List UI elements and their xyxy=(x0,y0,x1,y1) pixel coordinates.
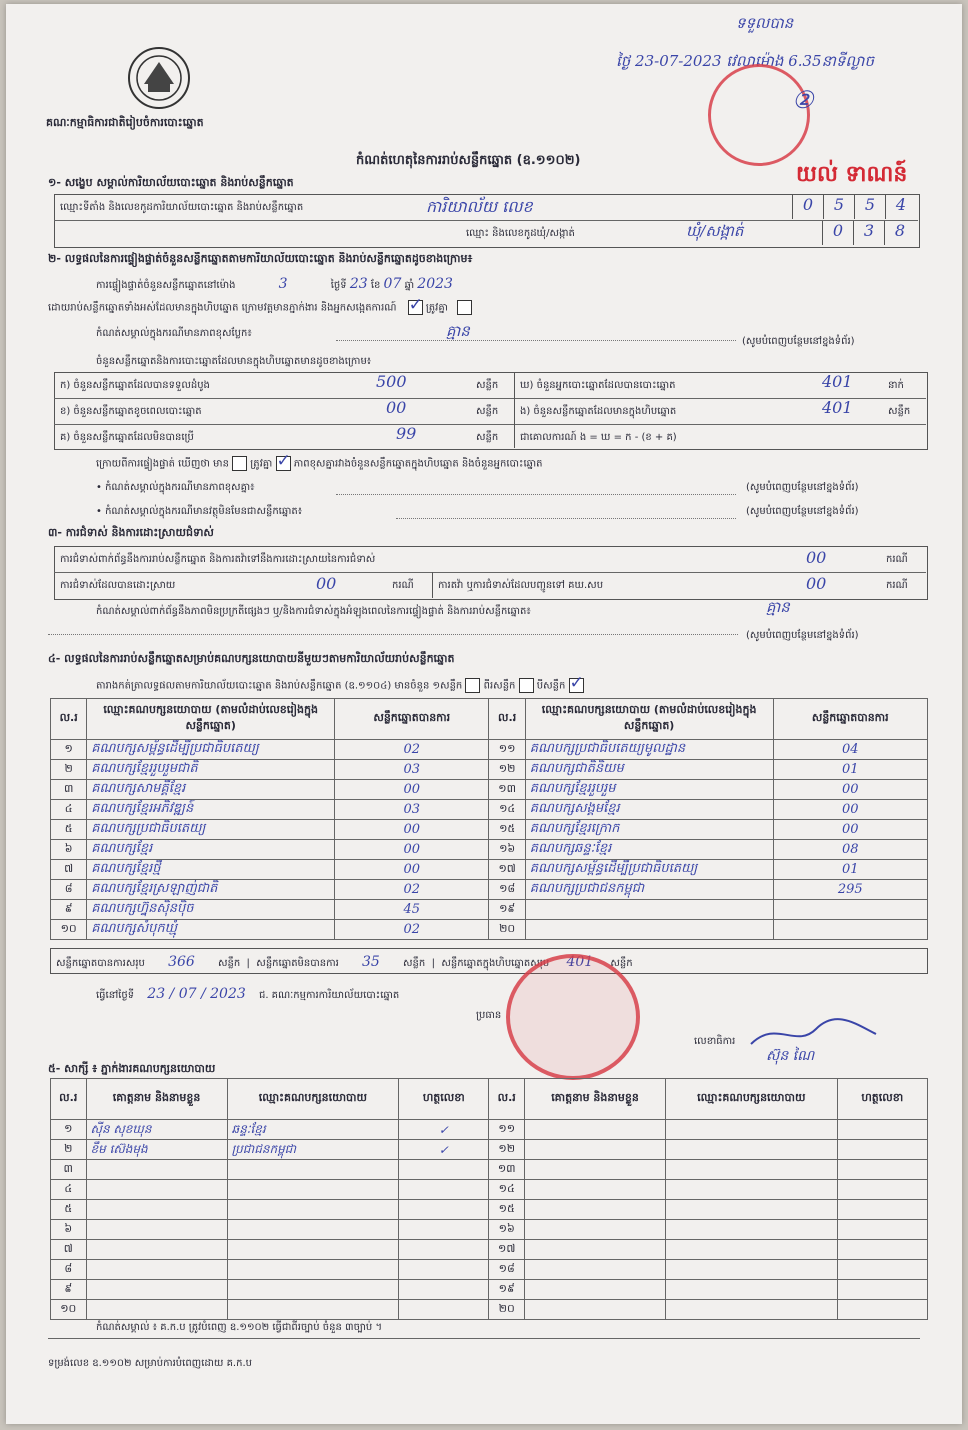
witness-sign xyxy=(837,1260,927,1280)
witness-party xyxy=(666,1220,838,1240)
date-line: ធ្វើនៅថ្ងៃទី 23 / 07 / 2023 ជ. គណៈកម្មការការិយាល័យបោះឆ្នោត xyxy=(96,986,400,1002)
row-votes: 04 xyxy=(773,740,927,760)
witness-name xyxy=(524,1220,665,1240)
secretary-signature-icon xyxy=(746,1014,886,1058)
row-votes: 00 xyxy=(335,780,489,800)
row-party: គណបក្សខ្មែរ xyxy=(87,840,335,860)
w-col-name-right: គោត្តនាម និងនាមខ្លួន xyxy=(524,1079,665,1120)
totals-line: សន្លឹកឆ្នោតបានការសរុប 366 សន្លឹក | សន្លឹកឆ្នោតមិនបានការ 35 សន្លឹក | សន្លឹកឆ្នោតក្នុងហិបឆ្នោតសរុប 401 សន្លឹក xyxy=(56,954,633,970)
section1-row2-value: ឃុំ/សង្កាត់ xyxy=(686,222,744,240)
section2-sub-intro: ចំនួនសន្លឹកឆ្នោតនិងការបោះឆ្នោតដែលមានក្នុងហិបឆ្នោតមានដូចខាងក្រោម៖ xyxy=(96,356,372,367)
section1-row2-label: ឈ្មោះ និងលេខកូដឃុំ/សង្កាត់ xyxy=(466,228,575,239)
section2-intro-tail: ដោយរាប់សន្លឹកឆ្នោតទាំងអស់ដែលមានក្នុងហិបឆ្នោត ក្រោមវត្តមានភ្នាក់ងារ និងអ្នកសង្កេតការណ៍ ✓ ត្រូវគ្នា xyxy=(48,300,472,316)
section3-row2b-value: 00 xyxy=(806,574,827,593)
witness-no: ១៤ xyxy=(489,1180,525,1200)
witness-no: ៣ xyxy=(51,1160,87,1180)
witness-sign xyxy=(837,1220,927,1240)
table-row xyxy=(51,740,928,760)
col-no: ល.រ xyxy=(51,699,87,740)
section3-row2-value: 00 xyxy=(316,574,337,593)
bullet-2: • កំណត់សម្គាល់ក្នុងករណីមានវត្ថុមិនមែនជាសន្លឹកឆ្នោត៖ xyxy=(96,506,303,517)
bullet-2-hint: (សូមបំពេញបន្ថែមនៅខ្នងទំព័រ) xyxy=(746,506,859,517)
two-sheet-checkbox[interactable] xyxy=(519,678,534,693)
row-no: ៨ xyxy=(51,880,87,900)
received-stamp xyxy=(708,64,810,166)
witness-party xyxy=(227,1160,399,1180)
row-votes: 00 xyxy=(335,860,489,880)
section3-row2-unit: ករណី xyxy=(392,580,414,591)
row-no: ១៥ xyxy=(489,820,525,840)
row-no: ១២ xyxy=(489,760,525,780)
item-d-label: ឃ) ចំនួនអ្នកបោះឆ្នោតដែលបានបោះឆ្នោត xyxy=(520,380,676,391)
section2-intro: ការផ្ទៀងផ្ទាត់ចំនួនសន្លឹកឆ្នោតនៅម៉ោង 3 ថ្ងៃទី 23 ខែ 07 ឆ្នាំ 2023 xyxy=(96,276,453,292)
secretary-label: លេខាធិការ xyxy=(694,1036,736,1047)
row-votes: 03 xyxy=(335,760,489,780)
table-row xyxy=(51,820,928,840)
row-votes: 01 xyxy=(773,860,927,880)
row-no: ២ xyxy=(51,760,87,780)
section3-row1-unit: ករណី xyxy=(886,554,908,565)
section3-row2b-label: ការតវ៉ា ឬការជំទាស់ដែលបញ្ជូនទៅ គឃ.សប xyxy=(438,580,604,591)
results-table xyxy=(50,698,928,940)
witness-name: ស៊ីន សុខឃុន xyxy=(86,1120,227,1140)
witness-row xyxy=(51,1260,928,1280)
witness-party xyxy=(227,1240,399,1260)
w-col-sign-right: ហត្ថលេខា xyxy=(837,1079,927,1120)
wrong-checkbox[interactable] xyxy=(457,300,472,315)
row-no: ៤ xyxy=(51,800,87,820)
witness-no: ១២ xyxy=(489,1140,525,1160)
row-party: គណបក្សខ្មែររួបរួមជាតិ xyxy=(87,760,335,780)
section2-note-hint: (សូមបំពេញបន្ថែមនៅខ្នងទំព័រ) xyxy=(742,336,855,347)
row-no: ១១ xyxy=(489,740,525,760)
witness-no: ៥ xyxy=(51,1200,87,1220)
match-checkbox[interactable] xyxy=(232,456,247,471)
row-party: គណបក្សសម្ព័ន្ធដើម្បីប្រជាធិបតេយ្យ xyxy=(87,740,335,760)
row-no: ១៦ xyxy=(489,840,525,860)
row-no: ១៩ xyxy=(489,900,525,920)
col-party-right: ឈ្មោះគណបក្សនយោបាយ (តាមលំដាប់លេខរៀងក្នុងសន្លឹកឆ្នោត) xyxy=(525,699,773,740)
witness-name xyxy=(86,1260,227,1280)
item-b-unit: សន្លឹក xyxy=(476,406,499,417)
witness-sign xyxy=(837,1160,927,1180)
witness-row xyxy=(51,1240,928,1260)
row-party: គណបក្សខ្មែរថ្មី xyxy=(87,860,335,880)
witness-no: ១៦ xyxy=(489,1220,525,1240)
witness-party xyxy=(666,1120,838,1140)
row-party: គណបក្សជាតិនិយម xyxy=(525,760,773,780)
witness-no: ៨ xyxy=(51,1260,87,1280)
witness-party xyxy=(227,1180,399,1200)
row-no: ៧ xyxy=(51,860,87,880)
witness-sign xyxy=(399,1220,489,1240)
witness-table xyxy=(50,1078,928,1320)
row-no: ១៤ xyxy=(489,800,525,820)
witness-row xyxy=(51,1140,928,1160)
witness-row xyxy=(51,1120,928,1140)
witness-no: ១៣ xyxy=(489,1160,525,1180)
witness-name xyxy=(524,1120,665,1140)
section2-title: ២- លទ្ធផលនៃការផ្ទៀងផ្ទាត់ចំនួនសន្លឹកឆ្នោតតាមការិយាល័យបោះឆ្នោត និងរាប់សន្លឹកឆ្នោតដូចខាងក្រោម៖ xyxy=(48,252,473,265)
section3-note-label: កំណត់សម្គាល់ពាក់ព័ន្ធនឹងភាពមិនប្រក្រតីផ្សេងៗ ឬ/និងការជំទាស់ក្នុងអំឡុងពេលនៃការផ្ទៀងផ្ទាត់ និងការរាប់សន្លឹកឆ្នោត៖ xyxy=(96,606,531,617)
row-votes: 00 xyxy=(773,820,927,840)
witness-name xyxy=(86,1160,227,1180)
row-no: ១៧ xyxy=(489,860,525,880)
row-votes: 02 xyxy=(335,880,489,900)
witness-party xyxy=(666,1280,838,1300)
row-party: គណបក្សប្រជាជនកម្ពុជា xyxy=(525,880,773,900)
table-row xyxy=(51,900,928,920)
witness-party xyxy=(666,1240,838,1260)
item-a-unit: សន្លឹក xyxy=(476,380,499,391)
row-votes: 00 xyxy=(773,800,927,820)
witness-no: ១៥ xyxy=(489,1200,525,1220)
row-party: គណបក្សសង្គមខ្មែរ xyxy=(525,800,773,820)
row-no: ២០ xyxy=(489,920,525,940)
witness-name xyxy=(524,1140,665,1160)
witness-row xyxy=(51,1280,928,1300)
row-votes: 08 xyxy=(773,840,927,860)
section3-title: ៣- ការជំទាស់ និងការដោះស្រាយជំទាស់ xyxy=(48,526,214,539)
witness-no: ១៨ xyxy=(489,1260,525,1280)
witness-no: ១០ xyxy=(51,1300,87,1320)
witness-party xyxy=(666,1140,838,1160)
row-no: ១ xyxy=(51,740,87,760)
bullet-1: • កំណត់សម្គាល់ក្នុងករណីមានភាពខុសគ្នា៖ xyxy=(96,482,255,493)
witness-sign: ✓ xyxy=(399,1140,489,1160)
section4-intro: តារាងកត់ត្រាលទ្ធផលតាមការិយាល័យបោះឆ្នោត និងរាប់សន្លឹកឆ្នោត (ឧ.១១០៤) មានចំនួន ១សន្លឹក ពីរសន្លឹក បីសន្លឹក ✓ xyxy=(96,678,584,694)
section3-note-value: គ្មាន xyxy=(766,598,790,616)
three-sheet-checkbox[interactable] xyxy=(569,678,584,693)
w-col-name: គោត្តនាម និងនាមខ្លួន xyxy=(86,1079,227,1120)
witness-party xyxy=(227,1220,399,1240)
witness-no: ៩ xyxy=(51,1280,87,1300)
col-votes-right: សន្លឹកឆ្នោតបានការ xyxy=(773,699,927,740)
received-code: ② xyxy=(792,86,814,114)
witness-name xyxy=(86,1240,227,1260)
witness-sign xyxy=(837,1140,927,1160)
item-a-value: 500 xyxy=(376,372,407,391)
row-no: ១០ xyxy=(51,920,87,940)
item-e-label: ង) ចំនួនសន្លឹកឆ្នោតដែលមានក្នុងហិបឆ្នោត xyxy=(520,406,677,417)
witness-name xyxy=(524,1280,665,1300)
witness-name xyxy=(524,1180,665,1200)
received-label: ទទួលបាន xyxy=(736,14,794,32)
witness-sign xyxy=(837,1180,927,1200)
form-title: កំណត់ហេតុនៃការរាប់សន្លឹកឆ្នោត (ឧ.១១០២) xyxy=(356,153,581,168)
section1-row1-label: ឈ្មោះទីតាំង និងលេខកូដការិយាល័យបោះឆ្នោត និងរាប់សន្លឹកឆ្នោត xyxy=(60,202,304,213)
witness-no: ៤ xyxy=(51,1180,87,1200)
row-no: ៩ xyxy=(51,900,87,920)
table-row xyxy=(51,860,928,880)
witness-no: ៧ xyxy=(51,1240,87,1260)
witness-name xyxy=(524,1300,665,1320)
section3-note-hint: (សូមបំពេញបន្ថែមនៅខ្នងទំព័រ) xyxy=(746,630,859,641)
row-party: គណបក្សប្រជាធិបតេយ្យ xyxy=(87,820,335,840)
row-party xyxy=(525,920,773,940)
witness-party xyxy=(227,1200,399,1220)
after-check-line: ក្រោយពីការផ្ទៀងផ្ទាត់ ឃើញថា មាន ត្រូវគ្នា ✓ ភាពខុសគ្នារវាងចំនួនសន្លឹកឆ្នោតក្នុងហិបឆ្នោត និងចំនួនអ្នកបោះឆ្នោត xyxy=(96,456,543,472)
witness-sign xyxy=(399,1160,489,1180)
one-sheet-checkbox[interactable] xyxy=(465,678,480,693)
witness-name xyxy=(86,1180,227,1200)
item-b-label: ខ) ចំនួនសន្លឹកឆ្នោតខូចពេលបោះឆ្នោត xyxy=(60,406,202,417)
witness-party xyxy=(227,1280,399,1300)
witness-sign xyxy=(837,1280,927,1300)
witness-name xyxy=(524,1200,665,1220)
section1-title: ១- សង្ខេប សម្គាល់ការិយាល័យបោះឆ្នោត និងរាប់សន្លឹកឆ្នោត xyxy=(48,176,294,189)
row-party: គណបក្សប្រជាធិបតេយ្យមូលដ្ឋាន xyxy=(525,740,773,760)
row-votes: 00 xyxy=(335,840,489,860)
witness-name: ខឹម ស៊េងមុង xyxy=(86,1140,227,1160)
w-col-party-right: ឈ្មោះគណបក្សនយោបាយ xyxy=(666,1079,838,1120)
row-no: ៦ xyxy=(51,840,87,860)
witness-row xyxy=(51,1220,928,1240)
row-no: ៣ xyxy=(51,780,87,800)
row-votes xyxy=(773,900,927,920)
row-votes: 03 xyxy=(335,800,489,820)
witness-sign xyxy=(837,1120,927,1140)
witness-party xyxy=(227,1260,399,1280)
section3-row1-value: 00 xyxy=(806,548,827,567)
secretary-name: ស៊ុន ណៃ xyxy=(766,1048,815,1064)
footer-bottom: ទម្រង់លេខ ឧ.១១០២ សម្រាប់ការបំពេញដោយ គ.ក.ប xyxy=(48,1358,252,1369)
witness-party xyxy=(666,1200,838,1220)
footer-note: កំណត់សម្គាល់ ៖ គ.ក.ប ត្រូវបំពេញ ឧ.១១០២ ធ្វើជាពីរច្បាប់ ចំនួន ៣ច្បាប់ ។ xyxy=(96,1322,383,1333)
row-votes: 02 xyxy=(335,740,489,760)
formula-note: ជាគោលការណ៍ ង = ឃ = ក - (ខ + គ) xyxy=(520,432,677,443)
row-votes: 01 xyxy=(773,760,927,780)
witness-sign xyxy=(399,1260,489,1280)
diff-checkbox[interactable] xyxy=(276,456,291,471)
witness-name xyxy=(524,1260,665,1280)
section2-note-label: កំណត់សម្គាល់ក្នុងករណីមានភាពខុសប្លែក៖ xyxy=(96,328,252,339)
section1-code1: 0 5 5 4 xyxy=(792,195,916,219)
item-c-value: 99 xyxy=(396,424,417,443)
witness-name xyxy=(524,1240,665,1260)
form-page xyxy=(6,4,962,1424)
witness-sign xyxy=(837,1300,927,1320)
watermark-text: យល់ ទាណន៍ xyxy=(796,162,908,187)
witness-row xyxy=(51,1300,928,1320)
item-d-value: 401 xyxy=(822,372,853,391)
witness-name xyxy=(86,1200,227,1220)
row-party: គណបក្សឆន្ទៈខ្មែរ xyxy=(525,840,773,860)
committee-stamp xyxy=(506,954,640,1080)
nec-logo-icon xyxy=(124,44,194,112)
witness-sign xyxy=(399,1300,489,1320)
row-party: គណបក្សខ្មែរអភិវឌ្ឍន៍ xyxy=(87,800,335,820)
col-votes: សន្លឹកឆ្នោតបានការ xyxy=(335,699,489,740)
chief-label: ប្រធាន xyxy=(476,1010,502,1021)
witness-party xyxy=(227,1300,399,1320)
section3-row2-label: ការជំទាស់ដែលបានដោះស្រាយ xyxy=(60,580,176,591)
row-party: គណបក្សខ្មែររួបរួម xyxy=(525,780,773,800)
bullet-1-hint: (សូមបំពេញបន្ថែមនៅខ្នងទំព័រ) xyxy=(746,482,859,493)
row-no: ៥ xyxy=(51,820,87,840)
section3-row2b-unit: ករណី xyxy=(886,580,908,591)
witness-no: ១ xyxy=(51,1120,87,1140)
w-col-sign: ហត្ថលេខា xyxy=(399,1079,489,1120)
row-party: គណបក្សសំបុកឃ្មុំ xyxy=(87,920,335,940)
item-d-unit: នាក់ xyxy=(888,380,904,391)
row-party: គណបក្សខ្មែរស្រឡាញ់ជាតិ xyxy=(87,880,335,900)
row-votes xyxy=(773,920,927,940)
row-party: គណបក្សហ្វ៊ុនស៊ិនប៉ិច xyxy=(87,900,335,920)
col-party: ឈ្មោះគណបក្សនយោបាយ (តាមលំដាប់លេខរៀងក្នុងសន្លឹកឆ្នោត) xyxy=(87,699,335,740)
row-no: ១៨ xyxy=(489,880,525,900)
row-votes: 00 xyxy=(773,780,927,800)
item-a-label: ក) ចំនួនសន្លឹកឆ្នោតដែលបានទទួលដំបូង xyxy=(60,380,210,391)
witness-sign xyxy=(399,1200,489,1220)
w-col-no-right: ល.រ xyxy=(489,1079,525,1120)
witness-name xyxy=(524,1160,665,1180)
witness-no: ១១ xyxy=(489,1120,525,1140)
section3-row1-label: ការជំទាស់ពាក់ព័ន្ធនឹងការរាប់សន្លឹកឆ្នោត និងការតវ៉ាទៅនឹងការដោះស្រាយនៃការជំទាស់ xyxy=(60,554,376,565)
witness-sign xyxy=(399,1240,489,1260)
row-votes: 02 xyxy=(335,920,489,940)
col-no-right: ល.រ xyxy=(489,699,525,740)
item-b-value: 00 xyxy=(386,398,407,417)
witness-sign xyxy=(837,1200,927,1220)
witness-sign xyxy=(399,1280,489,1300)
row-votes: 00 xyxy=(335,820,489,840)
witness-name xyxy=(86,1220,227,1240)
witness-no: ១៧ xyxy=(489,1240,525,1260)
section4-title: ៤- លទ្ធផលនៃការរាប់សន្លឹកឆ្នោតសម្រាប់គណបក្សនយោបាយនីមួយៗតាមការិយាល័យរាប់សន្លឹកឆ្នោត xyxy=(48,652,455,665)
section1-code2: 0 3 8 xyxy=(822,221,915,245)
witness-party xyxy=(666,1260,838,1280)
row-no: ១៣ xyxy=(489,780,525,800)
item-c-label: គ) ចំនួនសន្លឹកឆ្នោតដែលមិនបានប្រើ xyxy=(60,432,194,443)
witness-name xyxy=(86,1280,227,1300)
correct-checkbox[interactable] xyxy=(408,300,423,315)
witness-row xyxy=(51,1200,928,1220)
table-row xyxy=(51,920,928,940)
item-e-unit: សន្លឹក xyxy=(888,406,911,417)
received-note: ថ្ងៃ 23-07-2023 វេលាម៉ោង 6.35នាទីល្ងាច xyxy=(616,52,874,70)
witness-no: ២ xyxy=(51,1140,87,1160)
witness-sign xyxy=(837,1240,927,1260)
table-row xyxy=(51,800,928,820)
witness-sign: ✓ xyxy=(399,1120,489,1140)
witness-no: ២០ xyxy=(489,1300,525,1320)
witness-no: ៦ xyxy=(51,1220,87,1240)
row-party: គណបក្សខ្មែរក្រោក xyxy=(525,820,773,840)
org-name: គណៈកម្មាធិការជាតិរៀបចំការបោះឆ្នោត xyxy=(46,116,204,129)
row-party xyxy=(525,900,773,920)
row-party: គណបក្សសម្ព័ន្ធដើម្បីប្រជាធិបតេយ្យ xyxy=(525,860,773,880)
witness-party xyxy=(666,1160,838,1180)
witness-party: ប្រជាជនកម្ពុជា xyxy=(227,1140,399,1160)
row-votes: 45 xyxy=(335,900,489,920)
item-c-unit: សន្លឹក xyxy=(476,432,499,443)
table-row xyxy=(51,840,928,860)
item-e-value: 401 xyxy=(822,398,853,417)
section5-title: ៥- សាក្សី ៖ ភ្នាក់ងារគណបក្សនយោបាយ xyxy=(48,1062,216,1075)
section1-row1-value: ការិយាល័យ លេខ xyxy=(426,197,533,216)
table-row xyxy=(51,880,928,900)
witness-party: ឆន្ទៈខ្មែរ xyxy=(227,1120,399,1140)
section2-note-value: គ្មាន xyxy=(446,322,470,340)
witness-sign xyxy=(399,1180,489,1200)
w-col-party: ឈ្មោះគណបក្សនយោបាយ xyxy=(227,1079,399,1120)
table-row xyxy=(51,780,928,800)
w-col-no: ល.រ xyxy=(51,1079,87,1120)
witness-no: ១៩ xyxy=(489,1280,525,1300)
row-party: គណបក្សសាមគ្គីខ្មែរ xyxy=(87,780,335,800)
witness-row xyxy=(51,1160,928,1180)
witness-row xyxy=(51,1180,928,1200)
witness-name xyxy=(86,1300,227,1320)
witness-party xyxy=(666,1180,838,1200)
witness-party xyxy=(666,1300,838,1320)
row-votes: 295 xyxy=(773,880,927,900)
table-row xyxy=(51,760,928,780)
